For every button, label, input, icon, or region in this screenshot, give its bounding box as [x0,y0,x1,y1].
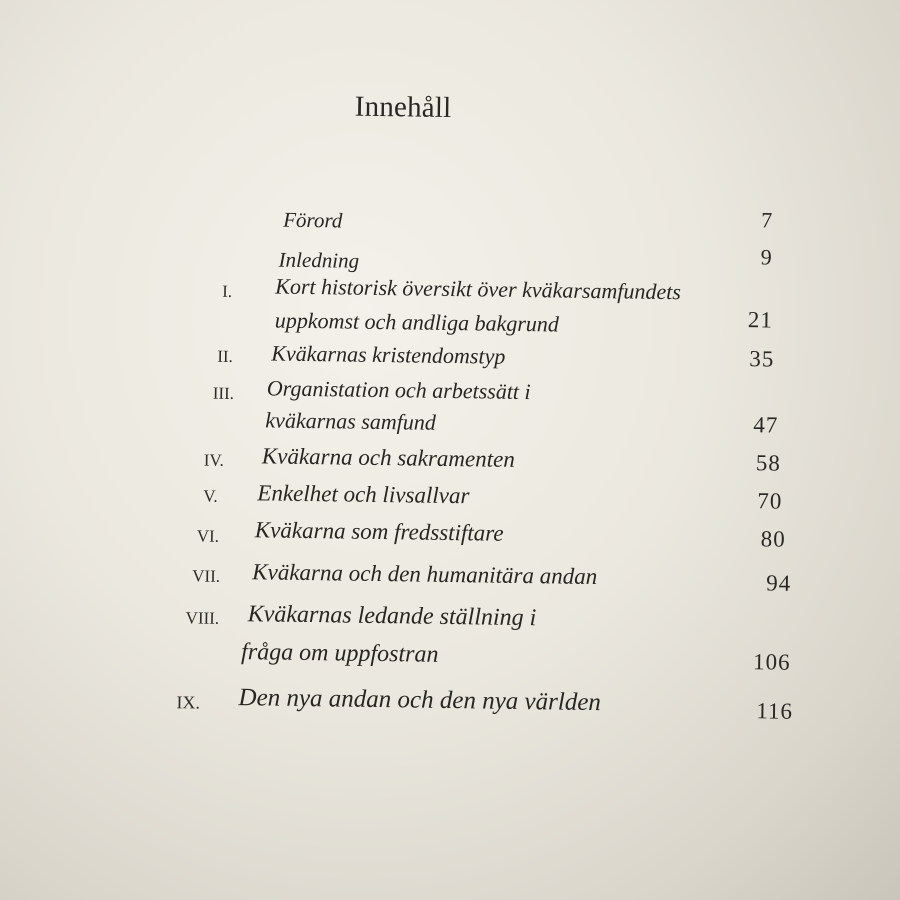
toc-entry-page: 7 [761,207,774,233]
toc-entry-number: I. [222,281,233,301]
toc-entry-number: II. [217,346,233,366]
page-title: Innehåll [354,90,452,124]
toc-entry-title: Kväkarna och den humanitära andan [252,559,598,590]
toc-entry-page: 106 [752,649,791,675]
toc-entry-number: VIII. [185,608,220,628]
toc-entry-title: Kort historisk översikt över kväkarsamfundets [275,273,682,305]
toc-entry-page: 9 [760,244,773,270]
toc-entry-title: Kväkarnas ledande ställning i [247,601,537,632]
toc-entry-page: 80 [760,526,786,552]
toc-entry-number: VII. [192,566,221,586]
toc-entry-number: VI. [196,526,220,546]
toc-entry-number: IX. [176,692,201,713]
toc-entry-number: V. [203,486,218,506]
toc-entry-page: 21 [747,307,774,333]
toc-entry-title: Kväkarna och sakramenten [261,443,516,472]
toc-entry-title: Förord [283,207,343,233]
toc-entry-title-cont: kväkarnas samfund [265,407,437,435]
toc-entry-title: Enkelhet och livsallvar [257,480,470,509]
toc-entry-page: 47 [753,412,779,438]
toc-entry-title: Inledning [278,247,360,273]
toc-entry-page: 58 [755,450,782,476]
toc-entry-number: IV. [203,450,224,470]
toc-entry-page: 94 [766,570,792,596]
toc-entry-page: 70 [757,488,783,514]
toc-entry-title: Organistation och arbetssätt i [266,375,531,405]
toc-entry-title: Den nya andan och den nya världen [238,684,602,717]
toc-entry-title: Kväkarna som fredsstiftare [254,517,504,546]
toc-entry-number: III. [212,383,235,403]
toc-entry-title-cont: uppkomst och andliga bakgrund [274,307,560,337]
toc-entry-page: 116 [756,698,794,724]
toc-entry-title-cont: fråga om uppfostran [240,639,439,668]
toc-entry-title: Kväkarnas kristendomstyp [271,340,506,369]
toc-entry-page: 35 [749,346,775,372]
